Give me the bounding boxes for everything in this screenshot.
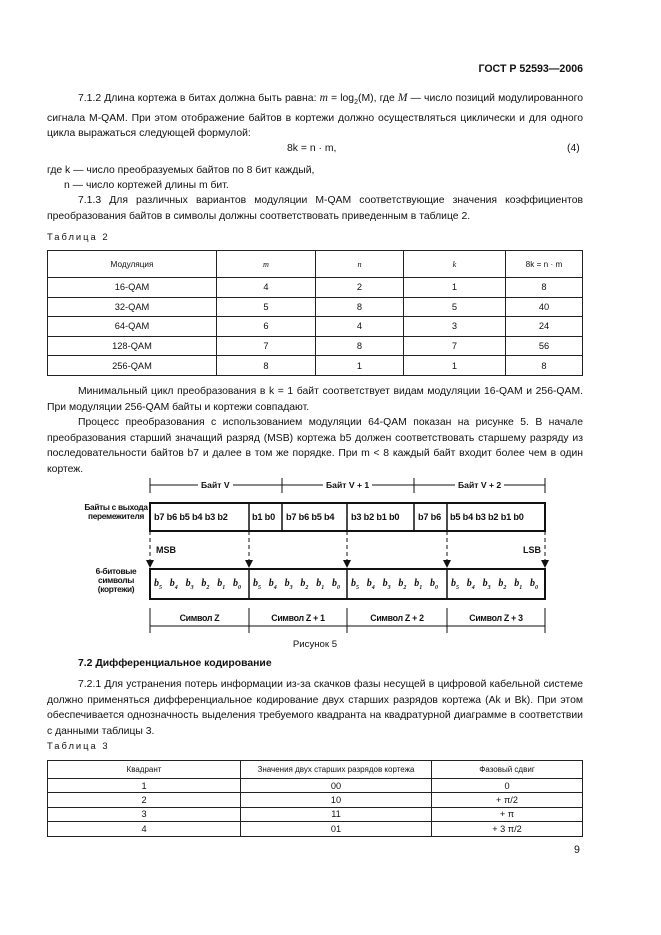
symbol-bit: $b_4$ bbox=[268, 578, 277, 591]
table2-header: n bbox=[316, 251, 404, 278]
msb-label: MSB bbox=[156, 545, 176, 555]
symbol-bit: $b_4$ bbox=[366, 578, 375, 591]
byte-bit-group: b1 b0 bbox=[252, 512, 275, 522]
table3 bbox=[47, 760, 583, 837]
table2-header: m bbox=[217, 251, 316, 278]
paragraph-min-cycle: Минимальный цикл преобразования в k = 1 байт соответствует видам модуляции 16-QAM и 256-QAM. При модуляции 256-QAM байты и кортежи совпадают. bbox=[47, 386, 583, 413]
symbol-bit: $b_1$ bbox=[217, 578, 226, 591]
byte-bit-group: b3 b2 b1 b0 bbox=[351, 512, 400, 522]
document-header: ГОСТ Р 52593—2006 bbox=[478, 63, 583, 75]
section-heading-7-2: 7.2 Дифференциальное кодирование bbox=[78, 658, 272, 669]
table-row: 16-QAM 4 2 1 8 bbox=[48, 278, 583, 298]
byte-bits-row bbox=[0, 507, 661, 527]
paragraph-7-1-2: 7.1.2 Длина кортежа в битах должна быть равна: $m = \log_2(M)$, где M — число позиций модулированного сигнала M-QAM. При этом отображение байтов в кортежи должно осуществляться циклически и для одного цикла выражаться следующей формулой: bbox=[47, 92, 583, 140]
symbols-row-label: 6-битовые символы (кортежи) bbox=[95, 566, 137, 594]
table3-header: Фазовый сдвиг bbox=[432, 761, 583, 779]
symbol-bit: $b_5$ bbox=[451, 578, 459, 591]
byte-bit-group: b7 b6 b5 b4 bbox=[286, 512, 335, 522]
where-n: n — число кортежей длины m бит. bbox=[64, 180, 229, 191]
table2-caption: Таблица 2 bbox=[47, 231, 110, 242]
table-row: 1 00 0 bbox=[48, 779, 583, 793]
byte-header: Байт V + 2 bbox=[455, 480, 504, 490]
table2-header: 8k = n · m bbox=[506, 251, 583, 278]
table-row: 4 01 + 3 π/2 bbox=[48, 822, 583, 836]
symbol-label: Символ Z + 3 bbox=[469, 613, 523, 623]
symbol-bit: $b_0$ bbox=[332, 578, 340, 591]
byte-header: Байт V + 1 bbox=[323, 480, 372, 490]
formula-number: (4) bbox=[567, 143, 580, 154]
byte-bit-group: b5 b4 b3 b2 b1 b0 bbox=[450, 512, 524, 522]
symbol-bit: $b_4$ bbox=[466, 578, 475, 591]
symbol-label: Символ Z + 2 bbox=[370, 613, 424, 623]
lsb-label: LSB bbox=[523, 545, 541, 555]
table-row: 64-QAM 6 4 3 24 bbox=[48, 317, 583, 337]
formula-4: 8k = n · m, bbox=[287, 143, 337, 154]
table-row: 256-QAM 8 1 1 8 bbox=[48, 356, 583, 376]
table3-caption: Таблица 3 bbox=[47, 740, 110, 751]
symbol-bit: $b_1$ bbox=[316, 578, 325, 591]
table-row: 128-QAM 7 8 7 56 bbox=[48, 336, 583, 356]
table3-header: Квадрант bbox=[48, 761, 241, 779]
table2-header: Модуляция bbox=[48, 251, 217, 278]
symbol-bit: $b_2$ bbox=[300, 578, 309, 591]
symbol-bit: $b_5$ bbox=[253, 578, 261, 591]
table3-header: Значения двух старших разрядов кортежа bbox=[241, 761, 432, 779]
table-row: 3 11 + π bbox=[48, 807, 583, 821]
paragraph-process: Процесс преобразования с использованием модуляции 64-QAM показан на рисунке 5. В начале преобразования старший значащий разряд (MSB) кортежа b5 должен соответствовать старшему разряду из последовательности байтов b7 и далее в том же порядке. При m < 8 каждый байт входит более чем в один кортеж. bbox=[47, 417, 583, 475]
byte-bit-group: b7 b6 b5 b4 b3 b2 bbox=[154, 512, 228, 522]
table2-header: k bbox=[404, 251, 506, 278]
symbol-bit: $b_5$ bbox=[154, 578, 162, 591]
byte-header: Байт V bbox=[198, 480, 233, 490]
symbol-bit: $b_4$ bbox=[169, 578, 178, 591]
symbol-label: Символ Z bbox=[179, 613, 220, 623]
symbol-bit: $b_3$ bbox=[185, 578, 194, 591]
symbol-bit: $b_2$ bbox=[201, 578, 210, 591]
page-number: 9 bbox=[574, 844, 580, 856]
figure-caption: Рисунок 5 bbox=[292, 639, 338, 650]
symbol-bit: $b_2$ bbox=[498, 578, 507, 591]
symbol-bits-row bbox=[0, 578, 661, 592]
paragraph-7-1-3: 7.1.3 Для различных вариантов модуляции M-QAM соответствующие значения коэффициентов преобразования байтов в символы должны соответствовать приведенным в таблице 2. bbox=[47, 195, 583, 222]
table-row: 2 10 + π/2 bbox=[48, 793, 583, 807]
symbol-bit: $b_3$ bbox=[382, 578, 391, 591]
symbol-bit: $b_3$ bbox=[482, 578, 491, 591]
symbol-bit: $b_0$ bbox=[530, 578, 538, 591]
bytes-row-label: Байты с выхода перемежителя bbox=[84, 502, 148, 521]
symbol-bit: $b_2$ bbox=[398, 578, 407, 591]
where-k: где k — число преобразуемых байтов по 8 бит каждый, bbox=[47, 165, 315, 176]
symbol-bit: $b_0$ bbox=[430, 578, 438, 591]
byte-bit-group: b7 b6 bbox=[418, 512, 441, 522]
symbol-bit: $b_0$ bbox=[233, 578, 241, 591]
symbol-label: Символ Z + 1 bbox=[271, 613, 325, 623]
symbol-bit: $b_5$ bbox=[351, 578, 359, 591]
symbol-bit: $b_1$ bbox=[414, 578, 423, 591]
symbol-bit: $b_1$ bbox=[514, 578, 523, 591]
table-row: 32-QAM 5 8 5 40 bbox=[48, 297, 583, 317]
paragraph-7-2-1: 7.2.1 Для устранения потерь информации из-за скачков фазы несущей в цифровой кабельной системе должно применяться дифференциальное кодирование двух старших разрядов кортежа (Ak и Bk). При этом обеспечивается однозначность выделения требуемого квадранта на квадратурной диаграмме в соответствии с данными таблицы 3. bbox=[47, 679, 583, 737]
symbol-bit: $b_3$ bbox=[284, 578, 293, 591]
